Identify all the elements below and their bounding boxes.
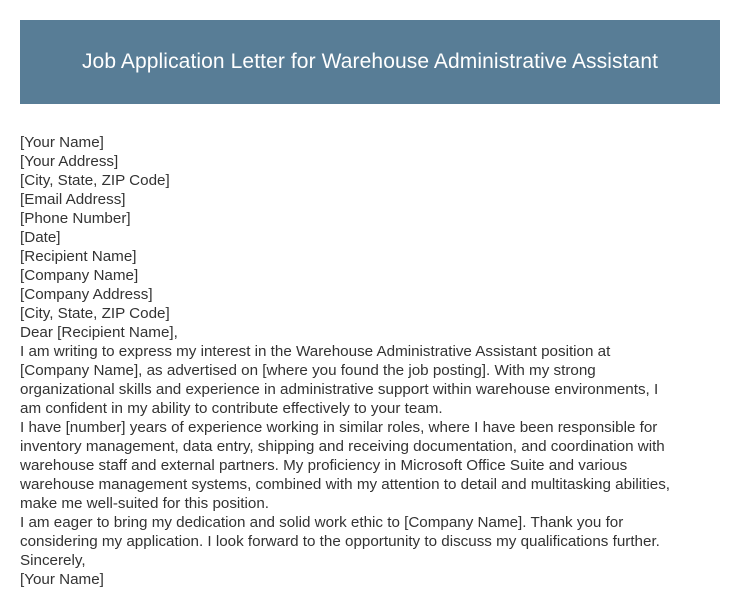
header-banner [20, 20, 720, 104]
paragraph-2-line: warehouse staff and external partners. My proficiency in Microsoft Office Suite and various [20, 457, 628, 474]
paragraph-2-line: inventory management, data entry, shipping and receiving documentation, and coordination with [20, 438, 665, 455]
recipient-company: [Company Name] [20, 267, 139, 284]
sender-city-state-zip: [City, State, ZIP Code] [20, 172, 170, 189]
salutation: Dear [Recipient Name], [20, 324, 178, 341]
recipient-name: [Recipient Name] [20, 248, 137, 265]
letter-date: [Date] [20, 229, 61, 246]
sender-email: [Email Address] [20, 191, 126, 208]
sender-address: [Your Address] [20, 153, 119, 170]
paragraph-1-line: [Company Name], as advertised on [where you found the job posting]. With my strong [20, 362, 596, 379]
recipient-city-state-zip: [City, State, ZIP Code] [20, 305, 170, 322]
paragraph-3-line: considering my application. I look forward to the opportunity to discuss my qualifications further. [20, 533, 660, 550]
paragraph-3-line: I am eager to bring my dedication and solid work ethic to [Company Name]. Thank you for [20, 514, 624, 531]
document-title: Job Application Letter for Warehouse Administrative Assistant [81, 50, 659, 73]
paragraph-1-line: I am writing to express my interest in the Warehouse Administrative Assistant position at [20, 343, 611, 360]
paragraph-2-line: make me well-suited for this position. [20, 495, 270, 512]
paragraph-2-line: I have [number] years of experience working in similar roles, where I have been responsible for [20, 419, 658, 436]
paragraph-2-line: warehouse management systems, combined with my attention to detail and multitasking abilities, [20, 476, 671, 493]
paragraph-1-line: organizational skills and experience in administrative support within warehouse environments, I [20, 381, 659, 398]
closing: Sincerely, [20, 552, 86, 569]
paragraph-1-line: am confident in my ability to contribute effectively to your team. [20, 400, 443, 417]
recipient-company-address: [Company Address] [20, 286, 153, 303]
sender-name: [Your Name] [20, 134, 104, 151]
sender-phone: [Phone Number] [20, 210, 131, 227]
letter-body [20, 133, 725, 589]
signature-name: [Your Name] [20, 571, 104, 588]
